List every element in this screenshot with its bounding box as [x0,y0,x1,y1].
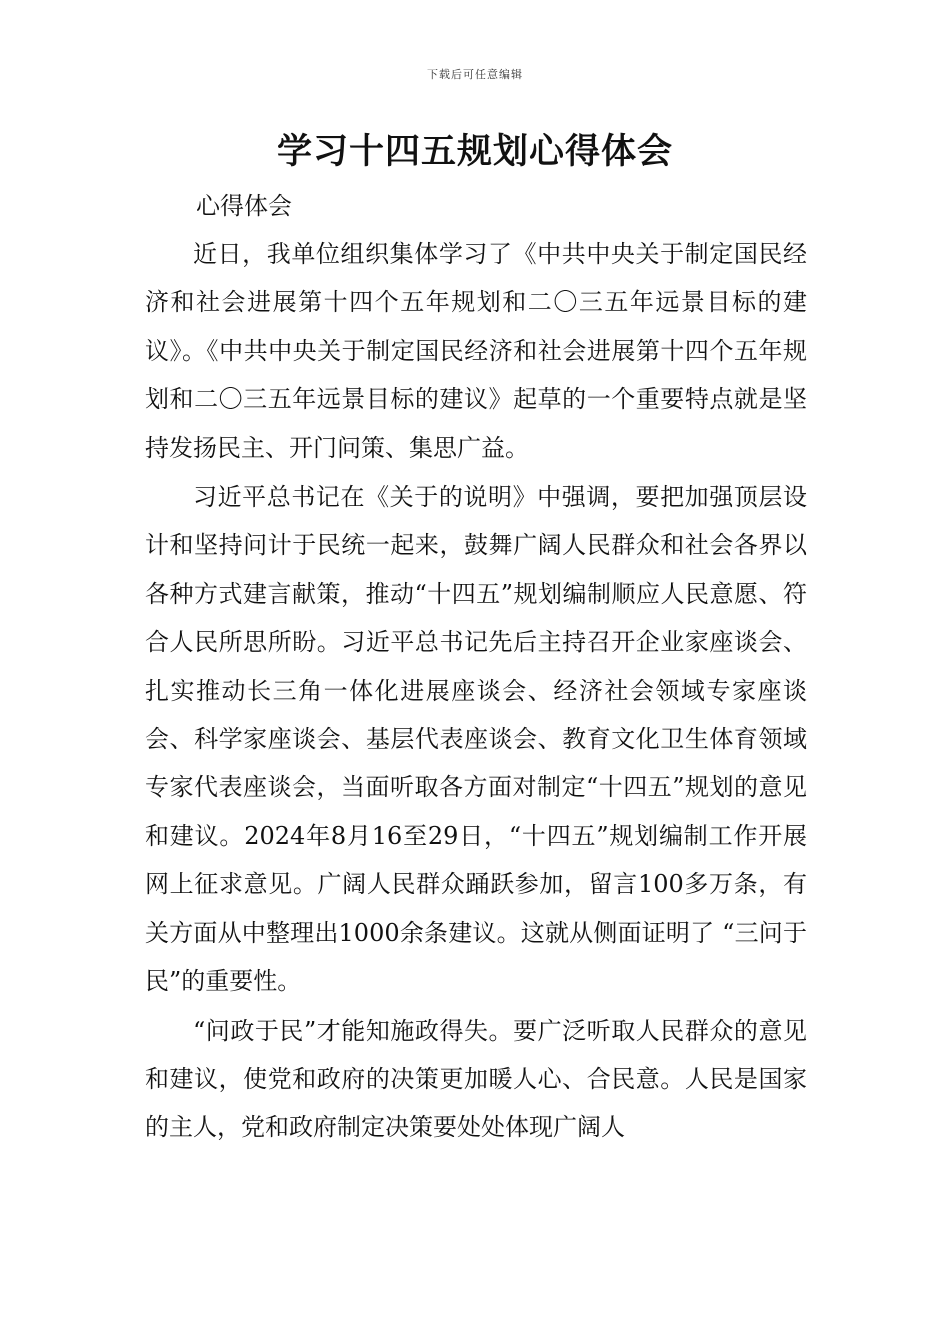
paragraph-1: 近日，我单位组织集体学习了《中共中央关于制定国民经济和社会进展第十四个五年规划和二〇三五年远景目标的建议》。《中共中央关于制定国民经济和社会进展第十四个五年规划和二〇三五年远景目标的建议》起草的一个重要特点就是坚持发扬民主、开门问策、集思广益。 [145,240,807,462]
document-body [145,230,807,1152]
document-title: 学习十四五规划心得体会 [276,132,673,172]
paragraph-2: 习近平总书记在《关于的说明》中强调，要把加强顶层设计和坚持问计于民统一起来，鼓舞广阔人民群众和社会各界以各种方式建言献策，推动“十四五”规划编制顺应人民意愿、符合人民所思所盼。习近平总书记先后主持召开企业家座谈会、扎实推动长三角一体化进展座谈会、经济社会领域专家座谈会、科学家座谈会、基层代表座谈会、教育文化卫生体育领域专家代表座谈会，当面听取各方面对制定“十四五”规划的意见和建议。2024年8月16至29日，“十四五”规划编制工作开展网上征求意见。广阔人民群众踊跃参加，留言100多万条，有关方面从中整理出1000余条建议。这就从侧面证明了 “三问于民”的重要性。 [145,483,807,996]
header-note: 下载后可任意编辑 [427,68,523,81]
paragraph-3: “问政于民”才能知施政得失。要广泛听取人民群众的意见和建议，使党和政府的决策更加暖人心、合民意。人民是国家的主人，党和政府制定决策要处处体现广阔人 [145,1016,807,1142]
document-subheading: 心得体会 [196,192,292,220]
